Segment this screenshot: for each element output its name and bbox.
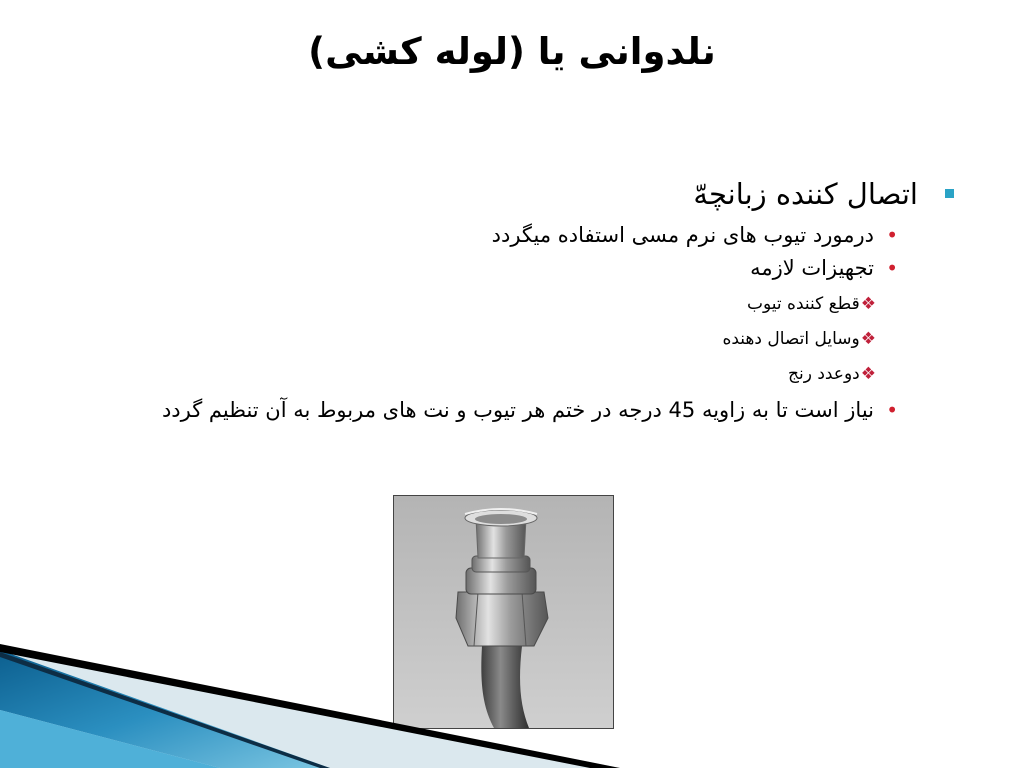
decorative-ribbon [0, 600, 620, 768]
bullet-text: تجهیزات لازمه [750, 256, 874, 280]
diamond-clover-bullet-icon: ❖ [860, 294, 876, 314]
sub-item-text: دوعدد رنج [788, 364, 860, 384]
bullet-item [54, 222, 898, 249]
sub-item [54, 326, 876, 352]
bullet-item [54, 255, 898, 282]
heading-item [54, 172, 954, 216]
dot-bullet-icon: • [886, 223, 898, 247]
dot-bullet-icon: • [886, 398, 898, 422]
sub-item [54, 361, 876, 387]
dot-bullet-icon: • [886, 256, 898, 280]
diamond-clover-bullet-icon: ❖ [860, 364, 876, 384]
sub-item [54, 291, 876, 317]
slide-title: نلدوانی یا (لوله کشی) [308, 30, 716, 73]
heading-text: اتصال کننده زبانچهّ [693, 177, 918, 211]
sub-item-text: قطع کننده تیوب [746, 294, 860, 314]
bullet-text: درمورد تیوب های نرم مسی استفاده میگردد [491, 223, 874, 247]
sub-item-text: وسایل اتصال دهنده [722, 329, 860, 349]
square-bullet-icon [945, 189, 954, 198]
slide-body [54, 172, 954, 424]
bullet-text: نیاز است تا به زاویه 45 درجه در ختم هر تیوب و نت های مربوط به آن تنظیم گردد [161, 398, 874, 422]
diamond-clover-bullet-icon: ❖ [860, 329, 876, 349]
bullet-item [54, 397, 898, 424]
